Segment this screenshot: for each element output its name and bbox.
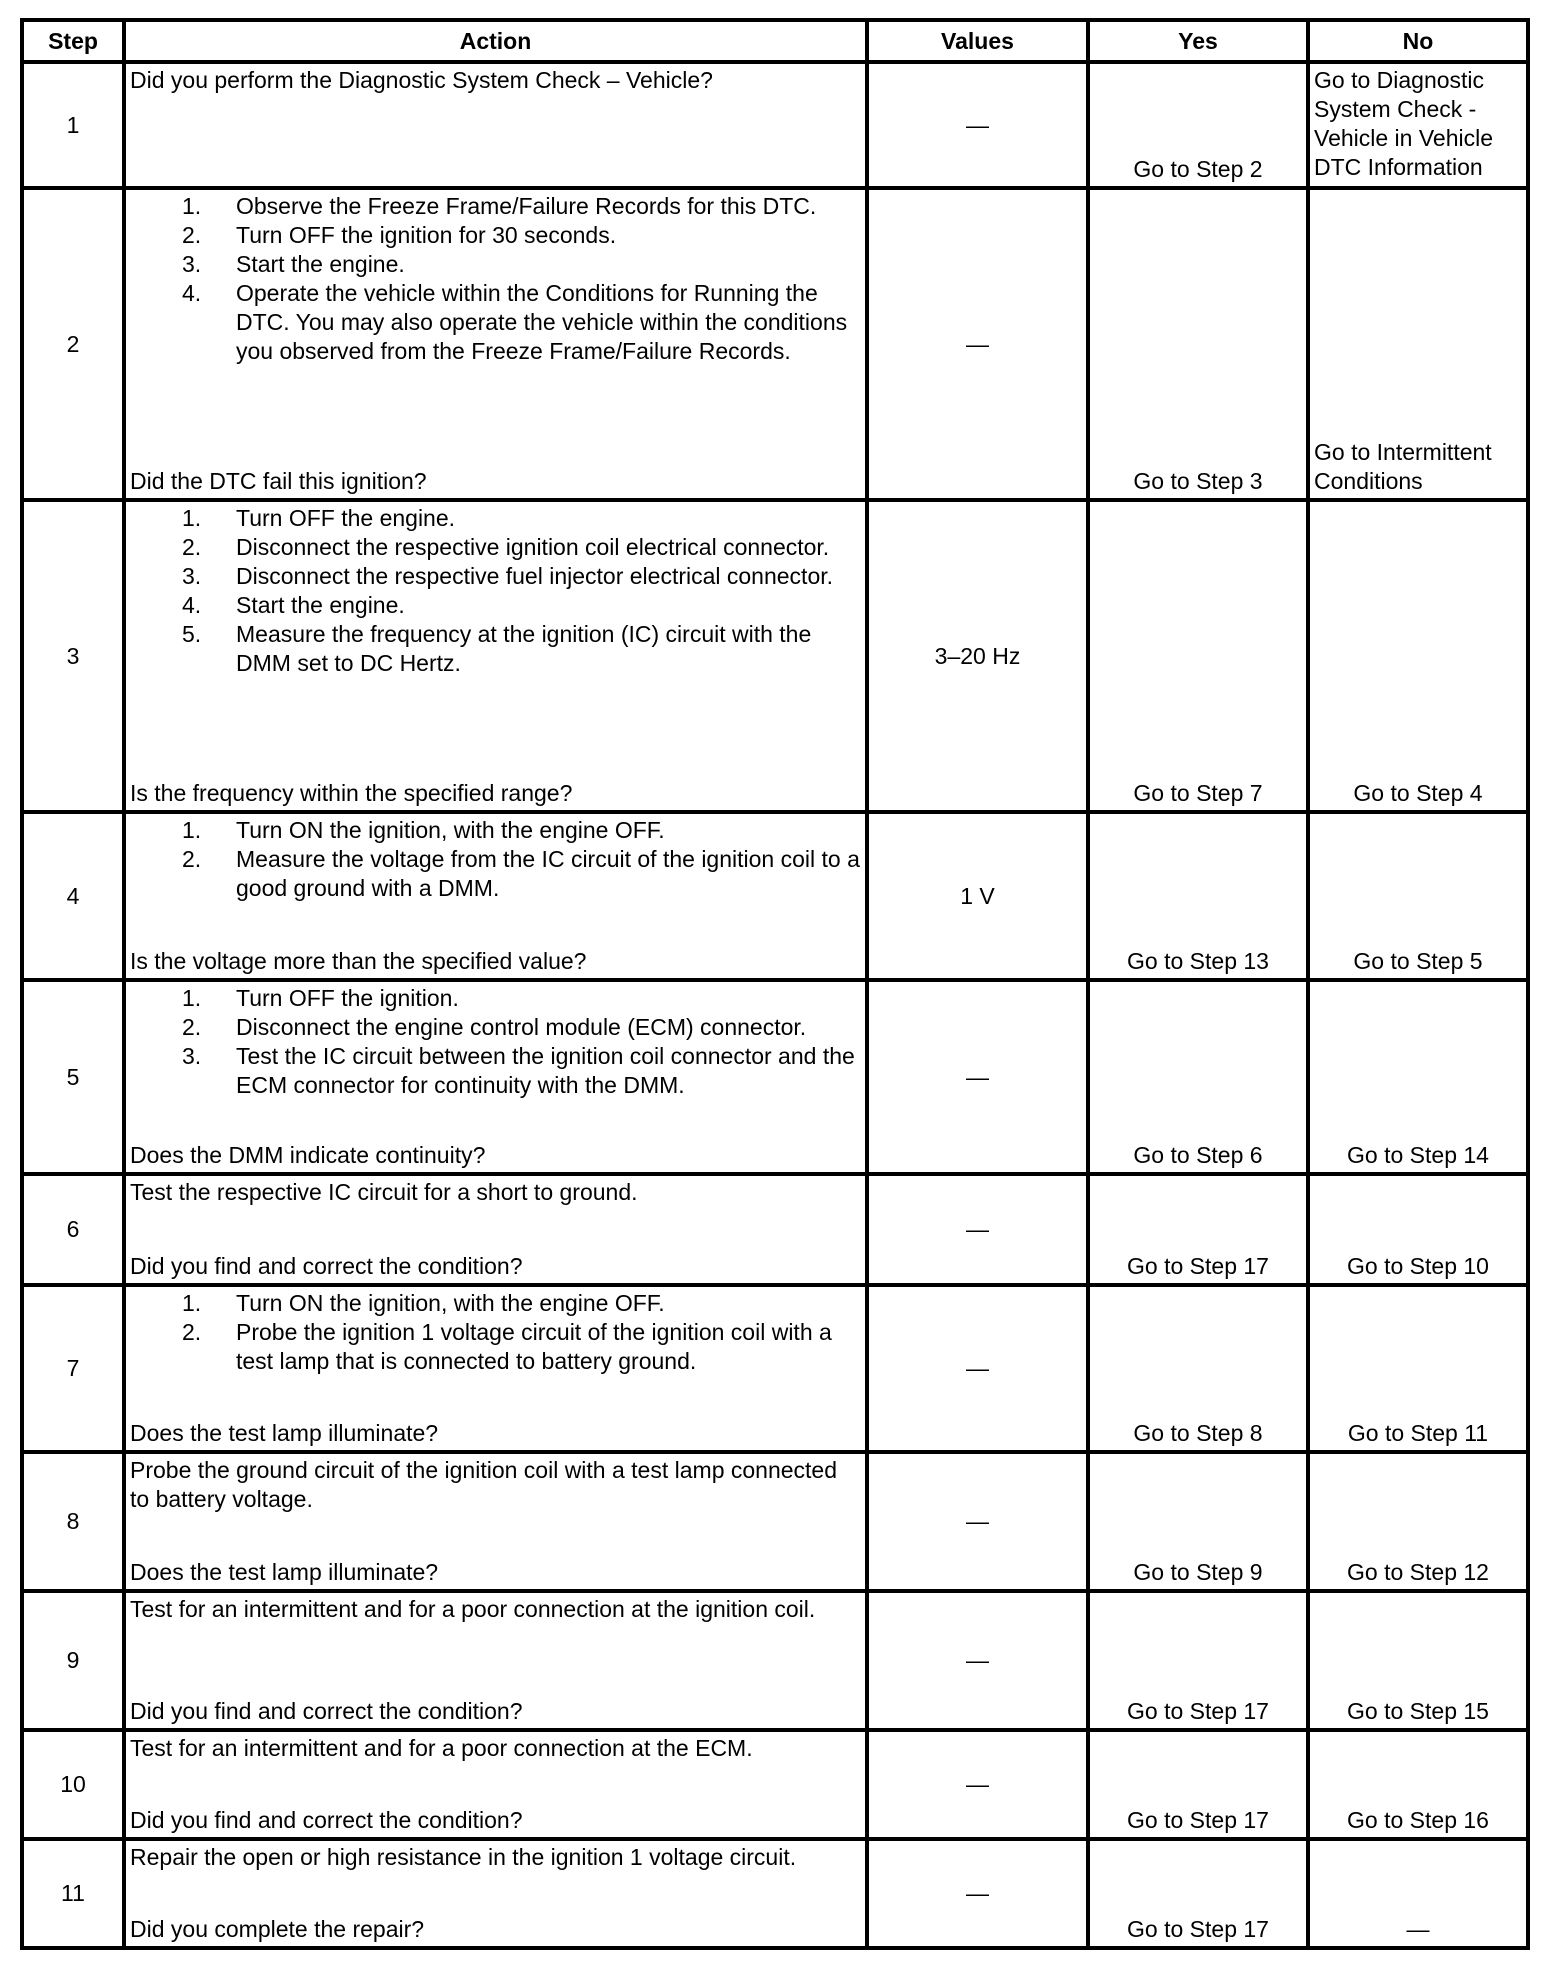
table-row [22, 1839, 1528, 1948]
no-link[interactable]: Go to Step 16 [1308, 1730, 1528, 1839]
action-text: Repair the open or high resistance in the ignition 1 voltage circuit. [130, 1844, 797, 1870]
action-step [130, 845, 861, 903]
action-step [130, 984, 861, 1013]
action-question: Did you find and correct the condition? [130, 1698, 523, 1724]
table-row [22, 812, 1528, 980]
step-number: 9 [22, 1591, 124, 1730]
action-cell [124, 980, 867, 1174]
action-cell [124, 62, 867, 188]
step-number: 4 [22, 812, 124, 980]
step-index: 2. [182, 534, 202, 560]
action-cell [124, 500, 867, 812]
table-row [22, 62, 1528, 188]
step-index: 3. [182, 563, 202, 589]
action-step [130, 1013, 861, 1042]
no-link[interactable]: Go to Intermittent Conditions [1308, 188, 1528, 500]
action-step [130, 620, 861, 678]
action-steps [130, 504, 861, 678]
yes-link[interactable]: Go to Step 8 [1088, 1285, 1308, 1452]
step-text: Disconnect the engine control module (ECM) connector. [236, 1014, 807, 1040]
step-text: Observe the Freeze Frame/Failure Records for this DTC. [236, 193, 817, 219]
step-number: 10 [22, 1730, 124, 1839]
action-question: Does the test lamp illuminate? [130, 1559, 439, 1585]
step-index: 5. [182, 621, 202, 647]
step-text: Operate the vehicle within the Conditions for Running the DTC. You may also operate the vehicle within the conditions you observed from the Freeze Frame/Failure Records. [236, 280, 848, 364]
action-step [130, 192, 861, 221]
no-link[interactable]: Go to Step 14 [1308, 980, 1528, 1174]
action-cell [124, 1839, 867, 1948]
action-cell [124, 1730, 867, 1839]
step-index: 3. [182, 1043, 202, 1069]
no-link[interactable]: Go to Step 4 [1308, 500, 1528, 812]
header-action: Action [124, 20, 867, 62]
header-no: No [1308, 20, 1528, 62]
table-row [22, 1591, 1528, 1730]
header-step: Step [22, 20, 124, 62]
table-row [22, 1285, 1528, 1452]
step-text: Probe the ignition 1 voltage circuit of the ignition coil with a test lamp that is connected to battery ground. [236, 1319, 832, 1374]
action-cell [124, 1285, 867, 1452]
action-step [130, 816, 861, 845]
value-cell: — [867, 1591, 1088, 1730]
table-row [22, 1730, 1528, 1839]
action-question: Did you complete the repair? [130, 1916, 425, 1942]
diagnostic-table [20, 18, 1530, 1950]
yes-link[interactable]: Go to Step 17 [1088, 1174, 1308, 1285]
action-text: Test for an intermittent and for a poor connection at the ignition coil. [130, 1596, 816, 1622]
step-number: 5 [22, 980, 124, 1174]
table-row [22, 188, 1528, 500]
step-index: 1. [182, 505, 202, 531]
action-step [130, 562, 861, 591]
action-question: Did you find and correct the condition? [130, 1807, 523, 1833]
value-cell: — [867, 1452, 1088, 1591]
action-step [130, 1318, 861, 1376]
no-link[interactable]: Go to Step 5 [1308, 812, 1528, 980]
action-steps [130, 984, 861, 1100]
yes-link[interactable]: Go to Step 17 [1088, 1730, 1308, 1839]
header-row [22, 20, 1528, 62]
step-text: Turn OFF the ignition. [236, 985, 459, 1011]
step-index: 1. [182, 985, 202, 1011]
value-cell: — [867, 1285, 1088, 1452]
step-index: 2. [182, 1014, 202, 1040]
step-text: Turn OFF the ignition for 30 seconds. [236, 222, 617, 248]
step-text: Start the engine. [236, 592, 405, 618]
action-step [130, 504, 861, 533]
value-cell: — [867, 62, 1088, 188]
step-number: 3 [22, 500, 124, 812]
step-index: 4. [182, 592, 202, 618]
action-step [130, 1289, 861, 1318]
step-index: 1. [182, 193, 202, 219]
action-question: Does the test lamp illuminate? [130, 1420, 439, 1446]
no-link[interactable]: Go to Step 11 [1308, 1285, 1528, 1452]
action-cell [124, 812, 867, 980]
action-text: Test for an intermittent and for a poor connection at the ECM. [130, 1735, 753, 1761]
step-index: 3. [182, 251, 202, 277]
yes-link[interactable]: Go to Step 17 [1088, 1591, 1308, 1730]
step-text: Turn ON the ignition, with the engine OFF. [236, 1290, 665, 1316]
value-cell: — [867, 1839, 1088, 1948]
value-cell: — [867, 1730, 1088, 1839]
yes-link[interactable]: Go to Step 17 [1088, 1839, 1308, 1948]
value-cell: 3–20 Hz [867, 500, 1088, 812]
action-step [130, 250, 861, 279]
step-text: Test the IC circuit between the ignition coil connector and the ECM connector for continuity with the DMM. [236, 1043, 855, 1098]
no-link[interactable]: Go to Step 12 [1308, 1452, 1528, 1591]
step-text: Disconnect the respective ignition coil electrical connector. [236, 534, 830, 560]
value-cell: — [867, 1174, 1088, 1285]
action-step [130, 1042, 861, 1100]
yes-link[interactable]: Go to Step 9 [1088, 1452, 1308, 1591]
action-steps [130, 816, 861, 903]
step-number: 11 [22, 1839, 124, 1948]
action-cell [124, 1591, 867, 1730]
table-row [22, 980, 1528, 1174]
step-index: 1. [182, 817, 202, 843]
value-cell: — [867, 188, 1088, 500]
step-text: Measure the voltage from the IC circuit of the ignition coil to a good ground with a DMM. [236, 846, 860, 901]
value-cell: 1 V [867, 812, 1088, 980]
action-text: Probe the ground circuit of the ignition coil with a test lamp connected to battery voltage. [130, 1457, 838, 1512]
yes-link[interactable]: Go to Step 6 [1088, 980, 1308, 1174]
step-index: 2. [182, 222, 202, 248]
step-index: 2. [182, 1319, 202, 1345]
no-link: — [1308, 1839, 1528, 1948]
header-yes: Yes [1088, 20, 1308, 62]
table-row [22, 1174, 1528, 1285]
action-question: Did you find and correct the condition? [130, 1253, 523, 1279]
step-number: 8 [22, 1452, 124, 1591]
action-step [130, 533, 861, 562]
action-step [130, 221, 861, 250]
yes-link[interactable]: Go to Step 2 [1088, 62, 1308, 188]
yes-link[interactable]: Go to Step 7 [1088, 500, 1308, 812]
step-index: 4. [182, 280, 202, 306]
step-text: Turn ON the ignition, with the engine OFF. [236, 817, 665, 843]
step-index: 1. [182, 1290, 202, 1316]
no-link[interactable]: Go to Step 10 [1308, 1174, 1528, 1285]
step-index: 2. [182, 846, 202, 872]
action-steps [130, 1289, 861, 1376]
no-link[interactable]: Go to Step 15 [1308, 1591, 1528, 1730]
action-cell [124, 1452, 867, 1591]
action-step [130, 279, 861, 366]
step-number: 6 [22, 1174, 124, 1285]
table-row [22, 1452, 1528, 1591]
step-text: Measure the frequency at the ignition (IC) circuit with the DMM set to DC Hertz. [236, 621, 812, 676]
action-steps [130, 192, 861, 366]
action-step [130, 591, 861, 620]
value-cell: — [867, 980, 1088, 1174]
step-text: Disconnect the respective fuel injector electrical connector. [236, 563, 834, 589]
step-number: 7 [22, 1285, 124, 1452]
yes-link[interactable]: Go to Step 3 [1088, 188, 1308, 500]
no-link[interactable]: Go to Diagnostic System Check - Vehicle in Vehicle DTC Information [1308, 62, 1528, 188]
action-question: Does the DMM indicate continuity? [130, 1142, 486, 1168]
table-row [22, 500, 1528, 812]
action-question: Is the voltage more than the specified value? [130, 948, 587, 974]
action-text: Test the respective IC circuit for a short to ground. [130, 1179, 638, 1205]
action-question: Did the DTC fail this ignition? [130, 468, 427, 494]
action-text: Did you perform the Diagnostic System Check – Vehicle? [130, 67, 713, 93]
step-number: 2 [22, 188, 124, 500]
header-values: Values [867, 20, 1088, 62]
step-number: 1 [22, 62, 124, 188]
action-cell [124, 1174, 867, 1285]
action-question: Is the frequency within the specified range? [130, 780, 573, 806]
action-cell [124, 188, 867, 500]
yes-link[interactable]: Go to Step 13 [1088, 812, 1308, 980]
step-text: Start the engine. [236, 251, 405, 277]
step-text: Turn OFF the engine. [236, 505, 456, 531]
